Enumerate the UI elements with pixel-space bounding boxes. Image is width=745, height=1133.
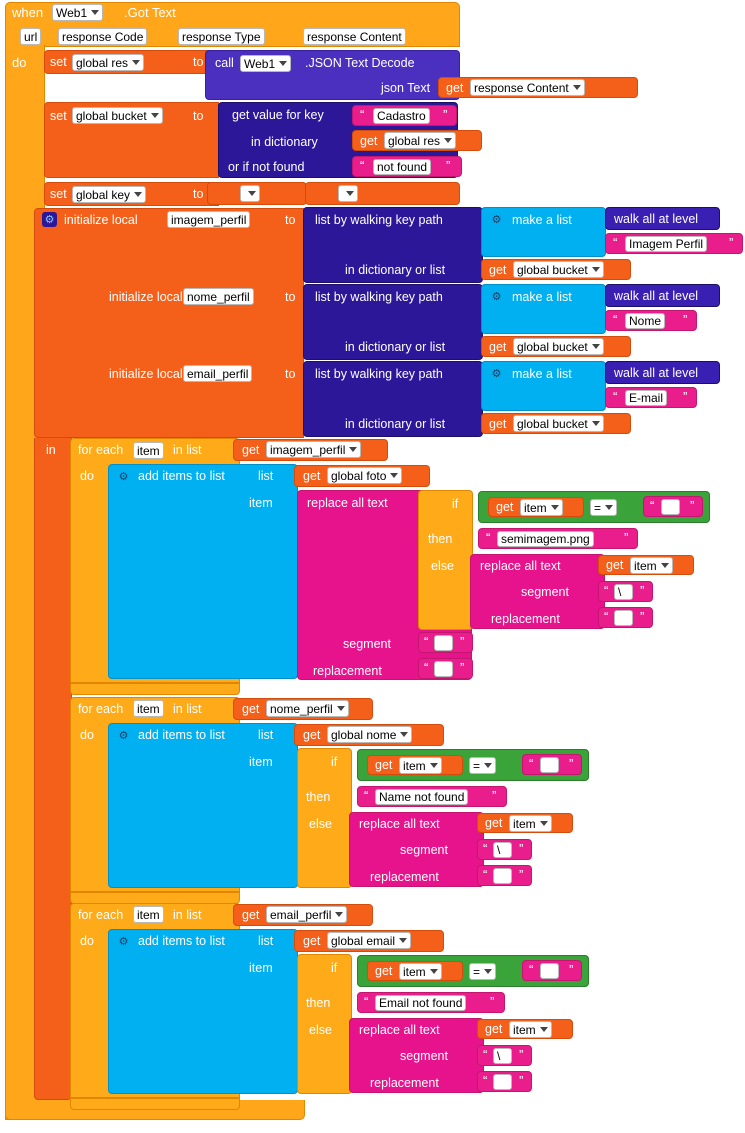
set-global-key-to-label: to (193, 187, 204, 201)
get-global-res-value: global res (388, 133, 441, 148)
foreach-email-item-field[interactable] (133, 906, 164, 923)
get-item-nome-value: item (403, 758, 426, 773)
call-arg-label: json Text (381, 81, 431, 95)
text-backslash-imagem-close-quote: ” (640, 583, 645, 598)
event-param-response-type-label: response Type (182, 29, 261, 44)
foreach-email-do-label: do (80, 934, 94, 948)
text-empty-repl-nome-close-quote: ” (519, 867, 524, 882)
get-global-nome-dropdown[interactable] (327, 726, 412, 743)
call-method-label: .JSON Text Decode (305, 56, 415, 70)
text-outer-segment-imagem-open-quote: “ (424, 634, 429, 649)
text-backslash-email-open-quote: “ (483, 1047, 488, 1062)
empty-text-email-open-quote: “ (529, 962, 534, 977)
initialize-local-block[interactable] (34, 208, 304, 438)
equals-op-imagem-dropdown[interactable] (590, 499, 617, 516)
make-a-list-email-label: make a list (512, 367, 572, 381)
get-keys-dropdown[interactable] (240, 185, 260, 202)
text-cadastro-open-quote: “ (360, 107, 365, 122)
get-global-foto-get-label: get (303, 469, 321, 483)
empty-text-imagem-value[interactable] (661, 499, 680, 515)
text-backslash-email-value[interactable] (493, 1048, 512, 1064)
foreach-nome-label: for each (78, 702, 124, 716)
text-empty-repl-nome-open-quote: “ (483, 867, 488, 882)
get-item-imagem-dropdown[interactable] (520, 499, 563, 516)
equals-op-email-label: = (473, 964, 481, 979)
walk-key-path-imagem-title: list by walking key path (315, 213, 443, 227)
foreach-nome-item-label: item (137, 701, 160, 716)
set-global-key-variable-label: global key (76, 187, 131, 202)
text-email-not-found-close-quote: ” (490, 994, 495, 1009)
event-param-response-content[interactable] (303, 28, 406, 45)
get-item-email-else-value: item (513, 1022, 536, 1037)
replace-all-text-nome-segment-label: segment (400, 843, 448, 857)
get-item-email-value: item (403, 964, 426, 979)
get-global-bucket-email-get-label: get (489, 417, 507, 431)
if-nome-label: if (331, 755, 338, 769)
add-items-email-item-label: item (249, 961, 273, 975)
add-items-nome-label: add items to list (138, 728, 225, 742)
if-email-label: if (331, 961, 338, 975)
get-global-bucket-email-dropdown[interactable] (513, 415, 604, 432)
replace-all-text-imagem-inner-segment-label: segment (521, 585, 569, 599)
event-when-label: when (12, 5, 44, 20)
local-email-init-label: initialize local (109, 367, 183, 381)
text-backslash-email-label: \ (497, 1049, 501, 1063)
text-email-not-found-value[interactable] (375, 995, 466, 1011)
text-name-not-found-value[interactable] (375, 789, 468, 805)
equals-op-email-dropdown[interactable] (469, 963, 496, 980)
get-item-imagem-else-dropdown[interactable] (630, 557, 673, 574)
get-response-content-value: response Content (474, 80, 569, 95)
call-component-label: Web1 (244, 56, 276, 71)
text-semimagem-label: semimagem.png (501, 532, 590, 546)
event-param-response-content-label: response Content (307, 29, 402, 44)
event-do-label: do (12, 55, 27, 70)
get-global-bucket-nome-dropdown[interactable] (513, 338, 604, 355)
walk-key-path-email-dict-label: in dictionary or list (345, 417, 446, 431)
foreach-nome-do-label: do (80, 728, 94, 742)
text-cadastro-close-quote: ” (443, 107, 448, 122)
get-global-bucket-nome-value: global bucket (517, 339, 588, 354)
replace-all-text-imagem-segment-label: segment (343, 637, 391, 651)
local-imagem-name-label: imagem_perfil (171, 212, 247, 227)
text-outer-replacement-imagem-value[interactable] (434, 661, 453, 677)
call-label: call (215, 56, 234, 70)
add-items-imagem-label: add items to list (138, 469, 225, 483)
get-global-foto-value: global foto (331, 468, 387, 483)
get-item-imagem-get-label: get (496, 500, 514, 514)
text-outer-replacement-imagem-close-quote: ” (460, 660, 465, 675)
replace-all-text-email-replacement-label: replacement (370, 1076, 439, 1090)
get-global-foto-dropdown[interactable] (327, 467, 402, 484)
local-nome-name-label: nome_perfil (187, 289, 250, 304)
add-items-nome-item-label: item (249, 755, 273, 769)
foreach-email-label: for each (78, 908, 124, 922)
text-backslash-nome-close-quote: ” (519, 841, 524, 856)
text-outer-segment-imagem-close-quote: ” (460, 634, 465, 649)
get-response-content-dropdown[interactable] (470, 79, 585, 96)
text-empty-repl-email-close-quote: ” (519, 1073, 524, 1088)
get-global-nome-value: global nome (331, 727, 397, 742)
get-item-email-dropdown[interactable] (399, 963, 442, 980)
get-global-nome-get-label: get (303, 728, 321, 742)
foreach-imagem-do-label: do (80, 469, 94, 483)
get-item-imagem-value: item (524, 500, 547, 515)
walk-key-path-nome-dict-label: in dictionary or list (345, 340, 446, 354)
get-item-imagem-else-value: item (634, 558, 657, 573)
event-param-url-label: url (24, 29, 38, 44)
walk-all-at-level-email-label: walk all at level (614, 366, 699, 380)
make-a-list-nome-label: make a list (512, 290, 572, 304)
set-global-key-set-label: set (50, 187, 67, 201)
walk-key-path-email-title: list by walking key path (315, 367, 443, 381)
then-nome-label: then (306, 790, 331, 804)
foreach-nome-inlist-label: in list (173, 702, 202, 716)
mutator-gear-icon-list-imagem[interactable]: ⚙ (489, 212, 504, 227)
get-email-perfil-value: email_perfil (270, 907, 332, 922)
text-email-label: E-mail (629, 391, 664, 405)
foreach-email-item-label: item (137, 907, 160, 922)
walk-all-at-level-imagem-label: walk all at level (614, 212, 699, 226)
local-email-name-label: email_perfil (187, 366, 249, 381)
text-empty-repl-email-open-quote: “ (483, 1073, 488, 1088)
get-response-content-get-label: get (446, 81, 464, 95)
text-nome-label: Nome (629, 314, 662, 328)
text-backslash-nome-open-quote: “ (483, 841, 488, 856)
add-items-imagem-item-label: item (249, 496, 273, 510)
empty-text-email-close-quote: ” (569, 962, 574, 977)
get-item-email-else-dropdown[interactable] (509, 1021, 552, 1038)
text-empty-repl-imagem-open-quote: “ (604, 609, 609, 624)
local-imagem-init-label: initialize local (64, 213, 138, 227)
get-item-email-else-get-label: get (485, 1022, 503, 1036)
empty-text-nome-value[interactable] (540, 757, 559, 773)
text-cadastro-label: Cadastro (377, 109, 426, 123)
local-email-to-label: to (285, 367, 296, 381)
empty-text-imagem-open-quote: “ (650, 498, 655, 513)
get-item-imagem-else-get-label: get (606, 558, 624, 572)
set-global-bucket-set-label: set (50, 109, 67, 123)
set-global-bucket-to-label: to (193, 109, 204, 123)
get-email-perfil-dropdown[interactable] (266, 906, 347, 923)
local-nome-name-field[interactable] (183, 288, 254, 305)
replace-all-text-email-title: replace all text (359, 1023, 440, 1037)
text-backslash-imagem-value[interactable] (614, 584, 633, 600)
get-global-bucket-imagem-dropdown[interactable] (513, 261, 604, 278)
text-email-not-found-label: Email not found (379, 996, 463, 1010)
text-empty-repl-nome-value[interactable] (493, 868, 512, 884)
local-imagem-name-field[interactable] (167, 211, 250, 228)
get-imagem-perfil-value: imagem_perfil (270, 442, 346, 457)
get-global-bucket-imagem-get-label: get (489, 263, 507, 277)
replace-all-text-email-segment-label: segment (400, 1049, 448, 1063)
set-global-res-set-label: set (50, 55, 67, 69)
call-component-dropdown[interactable] (240, 55, 291, 72)
get-nome-perfil-value: nome_perfil (270, 701, 333, 716)
foreach-email-inlist-label: in list (173, 908, 202, 922)
text-email-open-quote: “ (613, 389, 618, 404)
walk-key-path-imagem-dict-label: in dictionary or list (345, 263, 446, 277)
empty-text-nome-close-quote: ” (569, 756, 574, 771)
set-global-res-variable-label: global res (76, 55, 129, 70)
make-a-list-imagem-label: make a list (512, 213, 572, 227)
local-nome-init-label: initialize local (109, 290, 183, 304)
add-items-imagem-list-label: list (258, 469, 274, 483)
get-item-nome-else-value: item (513, 816, 536, 831)
get-item-nome-else-get-label: get (485, 816, 503, 830)
mutator-gear-icon-additems-nome[interactable]: ⚙ (116, 728, 131, 743)
event-component-label: Web1 (56, 5, 88, 20)
set-global-bucket-variable-dropdown[interactable] (72, 107, 163, 124)
then-email-label: then (306, 996, 331, 1010)
text-not-found-close-quote: ” (446, 158, 451, 173)
get-value-for-key-title: get value for key (232, 108, 324, 122)
if-imagem-label: if (452, 497, 459, 511)
walk-key-path-nome-title: list by walking key path (315, 290, 443, 304)
get-global-bucket-key-block[interactable] (305, 182, 460, 205)
text-empty-repl-imagem-close-quote: ” (640, 609, 645, 624)
text-nome-close-quote: ” (683, 312, 688, 327)
get-imagem-perfil-get-label: get (242, 443, 260, 457)
text-imagem-perfil-close-quote: ” (729, 235, 734, 250)
text-semimagem-value[interactable] (497, 531, 594, 547)
foreach-imagem-item-label: item (137, 443, 160, 458)
initialize-local-in-body (34, 438, 72, 1100)
event-param-url[interactable] (20, 28, 41, 45)
text-outer-segment-imagem-value[interactable] (434, 635, 453, 651)
mutator-gear-icon-additems-imagem[interactable]: ⚙ (116, 469, 131, 484)
text-backslash-imagem-label: \ (618, 585, 622, 599)
add-items-email-label: add items to list (138, 934, 225, 948)
get-imagem-perfil-dropdown[interactable] (266, 441, 361, 458)
text-not-found-open-quote: “ (360, 158, 365, 173)
else-imagem-label: else (431, 559, 454, 573)
replace-all-text-imagem-inner-replacement-label: replacement (491, 612, 560, 626)
mutator-gear-icon-additems-email[interactable]: ⚙ (116, 934, 131, 949)
foreach-imagem-bottom (70, 683, 240, 695)
event-component-dropdown[interactable] (52, 4, 103, 21)
equals-op-nome-label: = (473, 758, 481, 773)
foreach-email-bottom (70, 1098, 240, 1110)
get-global-email-get-label: get (303, 934, 321, 948)
text-empty-repl-email-value[interactable] (493, 1074, 512, 1090)
text-nome-value[interactable] (625, 313, 665, 329)
get-global-bucket-key-dropdown[interactable] (338, 185, 358, 202)
then-imagem-label: then (428, 532, 453, 546)
mutator-gear-icon-list-nome[interactable]: ⚙ (489, 289, 504, 304)
text-name-not-found-open-quote: “ (364, 788, 369, 803)
text-email-close-quote: ” (683, 389, 688, 404)
get-item-email-get-label: get (375, 964, 393, 978)
text-not-found-value[interactable] (373, 159, 431, 175)
get-nome-perfil-dropdown[interactable] (266, 700, 349, 717)
get-global-email-dropdown[interactable] (327, 932, 411, 949)
text-empty-repl-imagem-value[interactable] (614, 610, 633, 626)
get-global-res-get-label: get (360, 134, 378, 148)
get-global-bucket-email-value: global bucket (517, 416, 588, 431)
text-email-value[interactable] (625, 390, 667, 406)
else-nome-label: else (309, 817, 332, 831)
local-imagem-to-label: to (285, 213, 296, 227)
get-global-bucket-nome-get-label: get (489, 340, 507, 354)
set-global-res-variable-dropdown[interactable] (72, 54, 144, 71)
set-global-bucket-variable-label: global bucket (76, 108, 147, 123)
get-nome-perfil-get-label: get (242, 702, 260, 716)
foreach-imagem-item-field[interactable] (133, 442, 164, 459)
text-backslash-nome-label: \ (497, 843, 501, 857)
mutator-gear-icon-locals[interactable]: ⚙ (42, 212, 57, 227)
text-nome-open-quote: “ (613, 312, 618, 327)
foreach-imagem-label: for each (78, 443, 124, 457)
get-global-email-value: global email (331, 933, 396, 948)
replace-all-text-imagem-inner-title: replace all text (480, 559, 561, 573)
walk-all-at-level-nome-label: walk all at level (614, 289, 699, 303)
add-items-nome-list-label: list (258, 728, 274, 742)
add-items-to-list-email[interactable] (108, 929, 298, 1094)
get-global-res-dropdown[interactable] (384, 132, 456, 149)
equals-op-nome-dropdown[interactable] (469, 757, 496, 774)
event-param-response-code-label: response Code (62, 29, 144, 44)
text-imagem-perfil-label: Imagem Perfil (629, 237, 704, 251)
replace-all-text-nome-replacement-label: replacement (370, 870, 439, 884)
event-param-response-code[interactable] (58, 28, 147, 45)
text-backslash-email-close-quote: ” (519, 1047, 524, 1062)
text-semimagem-open-quote: “ (486, 530, 491, 545)
text-not-found-label: not found (377, 160, 428, 174)
empty-text-email-value[interactable] (540, 963, 559, 979)
replace-all-text-nome-title: replace all text (359, 817, 440, 831)
get-value-for-key-notfound-label: or if not found (228, 160, 305, 174)
replace-all-text-imagem-replacement-label: replacement (313, 664, 382, 678)
get-item-nome-get-label: get (375, 758, 393, 772)
text-cadastro-value[interactable] (373, 108, 430, 124)
foreach-nome-item-field[interactable] (133, 700, 164, 717)
add-items-to-list-nome[interactable] (108, 723, 298, 888)
set-global-res-to-label: to (193, 55, 204, 69)
get-global-bucket-imagem-value: global bucket (517, 262, 588, 277)
set-global-key-variable-dropdown[interactable] (72, 186, 146, 203)
foreach-imagem-inlist-label: in list (173, 443, 202, 457)
event-param-response-type[interactable] (178, 28, 265, 45)
text-semimagem-close-quote: ” (624, 530, 629, 545)
text-imagem-perfil-open-quote: “ (613, 235, 618, 250)
get-email-perfil-get-label: get (242, 908, 260, 922)
get-item-nome-else-dropdown[interactable] (509, 815, 552, 832)
text-name-not-found-label: Name not found (379, 790, 465, 804)
empty-text-nome-open-quote: “ (529, 756, 534, 771)
get-value-for-key-dict-label: in dictionary (251, 135, 318, 149)
mutator-gear-icon-list-email[interactable]: ⚙ (489, 366, 504, 381)
text-outer-replacement-imagem-open-quote: “ (424, 660, 429, 675)
event-name-label: .Got Text (124, 5, 176, 20)
text-imagem-perfil-value[interactable] (625, 236, 707, 252)
else-email-label: else (309, 1023, 332, 1037)
text-name-not-found-close-quote: ” (492, 788, 497, 803)
text-backslash-nome-value[interactable] (493, 842, 512, 858)
get-item-nome-dropdown[interactable] (399, 757, 442, 774)
empty-text-imagem-close-quote: ” (690, 498, 695, 513)
local-email-name-field[interactable] (183, 365, 252, 382)
local-nome-to-label: to (285, 290, 296, 304)
replace-all-text-imagem-title: replace all text (307, 496, 388, 510)
text-backslash-imagem-open-quote: “ (604, 583, 609, 598)
equals-op-imagem-label: = (594, 500, 602, 515)
initialize-local-in-label: in (46, 443, 56, 457)
text-email-not-found-open-quote: “ (364, 994, 369, 1009)
add-items-email-list-label: list (258, 934, 274, 948)
